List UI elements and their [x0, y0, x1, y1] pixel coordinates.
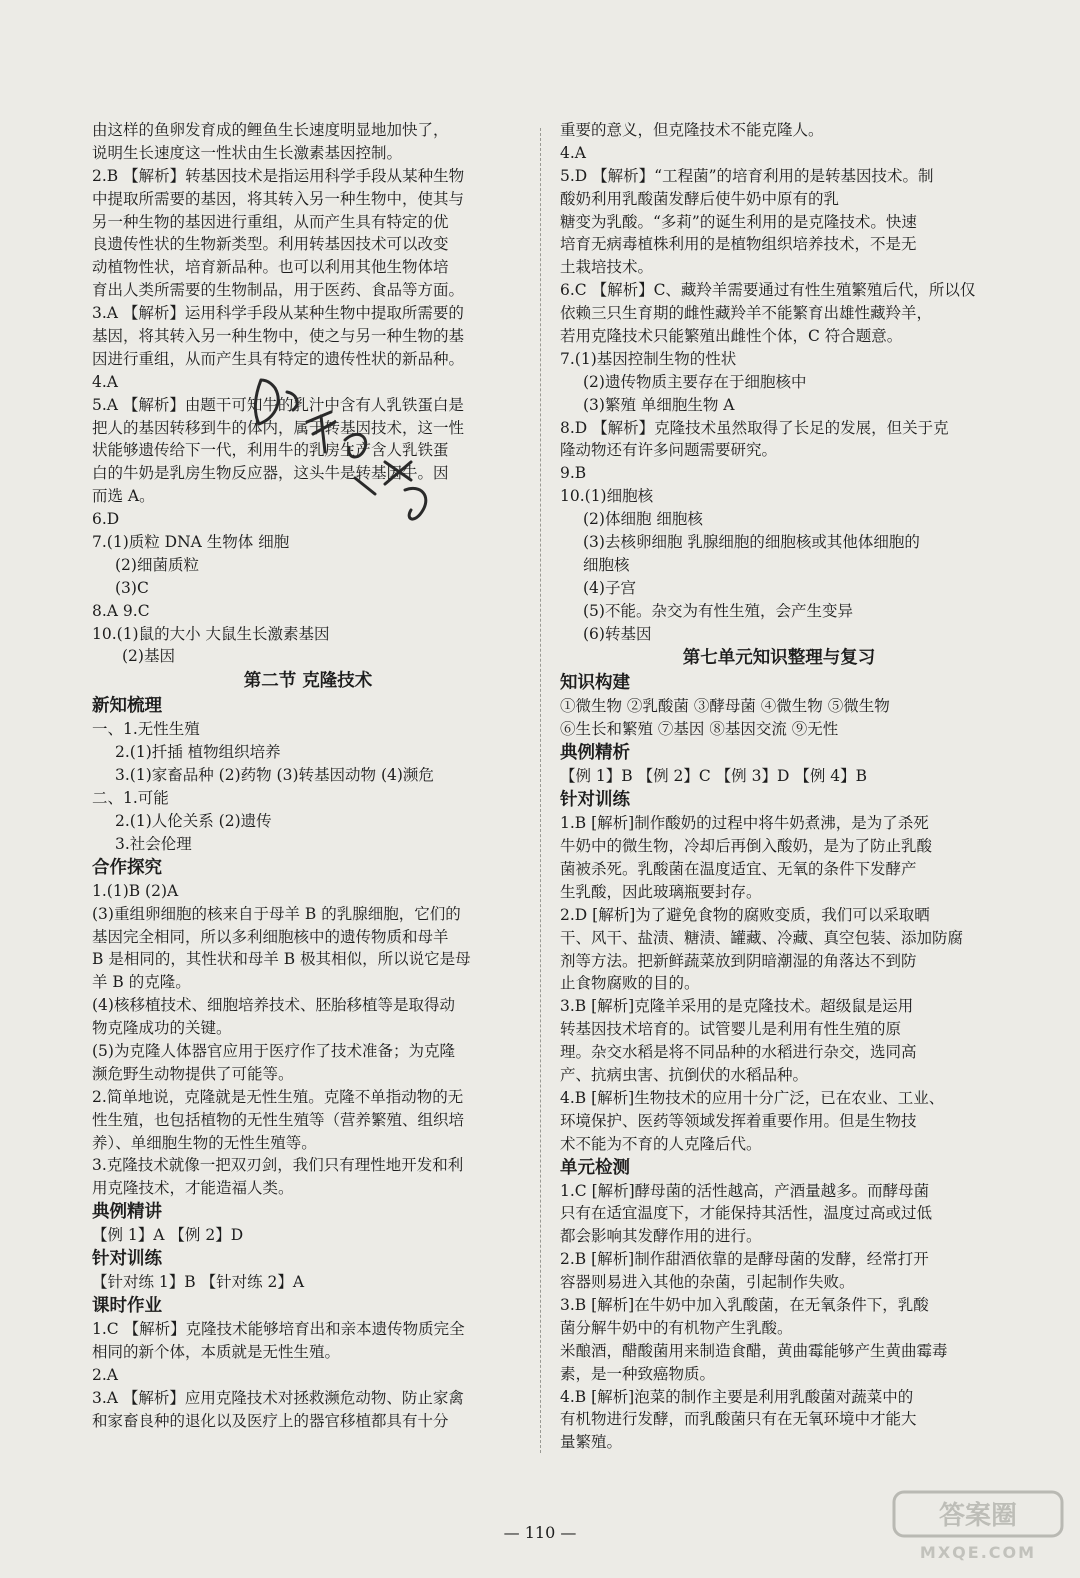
section-heading: 单元检测	[560, 1157, 630, 1178]
text-line: 8.A 9.C	[92, 601, 150, 620]
section-heading: 针对训练	[560, 790, 630, 811]
text-line: 培育无病毒植株利用的是植物组织培养技术，不是无	[560, 235, 917, 254]
text-line: 把人的基因转移到牛的体内，属于转基因技术，这一性	[92, 418, 465, 437]
text-line: (2)基因	[122, 647, 175, 666]
text-line: 物克隆成功的关键。	[92, 1019, 232, 1038]
text-line: 中提取所需要的基因，将其转入另一种生物中，使其与	[92, 189, 465, 208]
text-line: 术不能为不育的人克隆后代。	[560, 1134, 762, 1153]
text-line: 量繁殖。	[560, 1433, 623, 1452]
text-line: 5.D 【解析】“工程菌”的培育利用的是转基因技术。制	[560, 166, 934, 185]
text-line: 状能够遗传给下一代，利用牛的乳房生产含人乳铁蛋	[92, 441, 449, 460]
text-line: 糖变为乳酸。“多莉”的诞生利用的是克隆技术。快速	[560, 212, 917, 231]
text-line: ⑥生长和繁殖 ⑦基因 ⑧基因交流 ⑨无性	[560, 720, 839, 739]
text-line: (5)不能。杂交为有性生殖，会产生变异	[583, 601, 853, 620]
text-line: 二、1.可能	[92, 789, 169, 808]
text-line: 2.(1)扦插 植物组织培养	[115, 743, 281, 762]
text-line: 一、1.无性生殖	[92, 720, 200, 739]
watermark	[890, 1486, 1066, 1568]
text-line: 6.C 【解析】C、藏羚羊需要通过有性生殖繁殖后代，所以仅	[560, 281, 976, 300]
text-line: 土栽培技术。	[560, 258, 654, 277]
text-line: (3)C	[115, 578, 149, 597]
text-line: 1.C [解析]酵母菌的活性越高，产酒量越多。而酵母菌	[560, 1181, 930, 1200]
text-line: (3)去核卵细胞 乳腺细胞的细胞核或其他体细胞的	[583, 533, 920, 552]
column-divider	[540, 128, 541, 1453]
section-heading: 典例精讲	[92, 1202, 162, 1223]
text-line: 菌分解牛奶中的有机物产生乳酸。	[560, 1318, 793, 1337]
text-line: 8.D 【解析】克隆技术虽然取得了长足的发展，但关于克	[560, 418, 949, 437]
section-heading: 典例精析	[560, 743, 630, 764]
text-line: 若用克隆技术只能繁殖出雌性个体，C 符合题意。	[560, 327, 903, 346]
text-line: 3.克隆技术就像一把双刃剑，我们只有理性地开发和利	[92, 1156, 464, 1175]
watermark-logo-icon	[890, 1486, 1066, 1568]
text-line: 5.A 【解析】由题干可知牛的乳汁中含有人乳铁蛋白是	[92, 395, 464, 414]
text-line: 隆动物还有许多问题需要研究。	[560, 441, 778, 460]
text-line: 4.B [解析]生物技术的应用十分广泛，已在农业、工业、	[560, 1088, 945, 1107]
text-line: 剂等方法。把新鲜蔬菜放到阴暗潮湿的角落达不到防	[560, 951, 917, 970]
text-line: 和家畜良种的退化以及医疗上的器官移植都具有十分	[92, 1411, 449, 1430]
text-line: 3.社会伦理	[115, 834, 192, 853]
text-line: 3.(1)家畜品种 (2)药物 (3)转基因动物 (4)濒危	[115, 766, 434, 785]
text-line: 产、抗病虫害、抗倒伏的水稻品种。	[560, 1065, 809, 1084]
text-line: 4.A	[560, 143, 586, 162]
svg-text:MXQE.COM: MXQE.COM	[919, 1543, 1037, 1562]
text-line: 环境保护、医药等领域发挥着重要作用。但是生物技	[560, 1111, 917, 1130]
text-line: 重要的意义，但克隆技术不能克隆人。	[560, 121, 824, 139]
text-line: 1.C 【解析】克隆技术能够培育出和亲本遗传物质完全	[92, 1319, 465, 1338]
text-line: 性生殖，也包括植物的无性生殖等（营养繁殖、组织培	[92, 1110, 465, 1129]
text-line: B 是相同的，其性状和母羊 B 极其相似，所以说它是母	[92, 950, 471, 969]
text-line: 由这样的鱼卵发育成的鲤鱼生长速度明显地加快了，	[92, 121, 449, 139]
text-line: 6.D	[92, 510, 120, 529]
text-line: 转基因技术培育的。试管婴儿是利用有性生殖的原	[560, 1020, 902, 1039]
chapter-title: 第七单元知识整理与复习	[682, 648, 876, 669]
text-line: 10.(1)细胞核	[560, 487, 654, 506]
text-line: 2.D [解析]为了避免食物的腐败变质，我们可以采取晒	[560, 905, 930, 924]
text-line: 止食物腐败的目的。	[560, 974, 700, 993]
text-line: 9.B	[560, 464, 587, 483]
text-line: 容器则易进入其他的杂菌，引起制作失败。	[560, 1273, 855, 1292]
text-line: 育出人类所需要的生物制品，用于医药、食品等方面。	[92, 281, 465, 300]
text-line: 因进行重组，从而产生具有特定的遗传性状的新品种。	[92, 349, 465, 368]
text-line: 菌被杀死。乳酸菌在温度适宜、无氧的条件下发酵产	[560, 859, 917, 878]
text-line: (3)重组卵细胞的核来自于母羊 B 的乳腺细胞，它们的	[92, 904, 461, 923]
section-heading: 合作探究	[92, 857, 162, 878]
text-line: 只有在适宜温度下，才能保持其活性，温度过高或过低	[560, 1204, 933, 1223]
text-line: 4.B [解析]泡菜的制作主要是利用乳酸菌对蔬菜中的	[560, 1387, 914, 1406]
text-line: ①微生物 ②乳酸菌 ③酵母菌 ④微生物 ⑤微生物	[560, 697, 890, 716]
text-line: 2.B [解析]制作甜酒依靠的是酵母菌的发酵，经常打开	[560, 1250, 929, 1269]
text-line: 都会影响其发酵作用的进行。	[560, 1227, 762, 1246]
text-line: 白的牛奶是乳房生物反应器，这头牛是转基因牛。因	[92, 464, 449, 483]
text-line: 有机物进行发酵，而乳酸菌只有在无氧环境中才能大	[560, 1410, 917, 1429]
text-line: 2.简单地说，克隆就是无性生殖。克隆不单指动物的无	[92, 1087, 464, 1106]
text-line: 动植物性状，培育新品种。也可以利用其他生物体培	[92, 258, 449, 277]
text-line: 2.(1)人伦关系 (2)遗传	[115, 811, 272, 830]
text-line: 而选 A。	[92, 487, 155, 506]
text-line: 1.(1)B (2)A	[92, 881, 179, 900]
text-line: 米酿酒，醋酸菌用来制造食醋，黄曲霉能够产生黄曲霉毒	[560, 1341, 948, 1360]
text-line: 理。杂交水稻是将不同品种的水稻进行杂交，选同高	[560, 1043, 917, 1062]
text-line: (3)繁殖 单细胞生物 A	[583, 395, 735, 414]
text-line: (4)核移植技术、细胞培养技术、胚胎移植等是取得动	[92, 996, 455, 1015]
section-heading: 知识构建	[560, 673, 630, 694]
text-line: (5)为克隆人体器官应用于医疗作了技术准备；为克隆	[92, 1041, 455, 1060]
text-line: (2)遗传物质主要存在于细胞核中	[583, 372, 807, 391]
section-heading: 针对训练	[92, 1249, 162, 1270]
text-line: 1.B [解析]制作酸奶的过程中将牛奶煮沸，是为了杀死	[560, 814, 929, 833]
text-line: 2.A	[92, 1365, 118, 1384]
right-column	[560, 119, 998, 1454]
text-line: 依赖三只生育期的雌性藏羚羊不能繁育出雄性藏羚羊，	[560, 304, 933, 323]
text-line: 生乳酸，因此玻璃瓶要封存。	[560, 882, 762, 901]
text-line: 养）、单细胞生物的无性生殖等。	[92, 1133, 317, 1152]
text-line: (4)子宫	[583, 578, 636, 597]
text-line: 【针对练 1】B 【针对练 2】A	[92, 1273, 305, 1292]
text-line: 干、风干、盐渍、糖渍、罐藏、冷藏、真空包装、添加防腐	[560, 928, 964, 947]
text-line: 酸奶利用乳酸菌发酵后使牛奶中原有的乳	[560, 189, 840, 208]
text-line: 10.(1)鼠的大小 大鼠生长激素基因	[92, 624, 330, 643]
text-line: 羊 B 的克隆。	[92, 973, 191, 992]
text-line: 说明生长速度这一性状由生长激素基因控制。	[92, 143, 403, 162]
text-line: 7.(1)质粒 DNA 生物体 细胞	[92, 533, 290, 552]
text-line: 【例 1】A 【例 2】D	[92, 1226, 244, 1245]
text-line: 3.B [解析]在牛奶中加入乳酸菌，在无氧条件下，乳酸	[560, 1295, 929, 1314]
text-line: 牛奶中的微生物，冷却后再倒入酸奶，是为了防止乳酸	[560, 837, 933, 856]
section-heading: 新知梳理	[92, 696, 162, 717]
left-column	[92, 119, 524, 1432]
text-line: 【例 1】B 【例 2】C 【例 3】D 【例 4】B	[560, 767, 868, 786]
text-line: 3.A 【解析】运用科学手段从某种生物中提取所需要的	[92, 304, 464, 323]
handwritten-marks	[235, 360, 465, 540]
text-line: (6)转基因	[583, 624, 652, 643]
text-line: 3.B [解析]克隆羊采用的是克隆技术。超级鼠是运用	[560, 997, 914, 1016]
text-line: 濒危野生动物提供了可能等。	[92, 1064, 294, 1083]
text-line: 3.A 【解析】应用克隆技术对拯救濒危动物、防止家禽	[92, 1388, 464, 1407]
chapter-title: 第二节 克隆技术	[243, 671, 373, 692]
text-line: 用克隆技术，才能造福人类。	[92, 1179, 294, 1198]
text-line: 素，是一种致癌物质。	[560, 1364, 716, 1383]
page-number: — 110 —	[503, 1523, 577, 1542]
text-line: 良遗传性状的生物新类型。利用转基因技术可以改变	[92, 235, 449, 254]
text-line: 7.(1)基因控制生物的性状	[560, 349, 737, 368]
text-line: (2)细菌质粒	[115, 555, 199, 574]
text-line: 细胞核	[583, 555, 630, 574]
section-heading: 课时作业	[92, 1295, 162, 1316]
text-line: 2.B 【解析】转基因技术是指运用科学手段从某种生物	[92, 166, 465, 185]
text-line: 4.A	[92, 372, 118, 391]
svg-text:答案圈: 答案圈	[938, 1501, 1018, 1531]
text-line: 基因完全相同，所以多利细胞核中的遗传物质和母羊	[92, 927, 449, 946]
text-line: 基因，将其转入另一种生物中，使之与另一种生物的基	[92, 327, 465, 346]
text-line: (2)体细胞 细胞核	[583, 510, 703, 529]
text-line: 相同的新个体，本质就是无性生殖。	[92, 1342, 341, 1361]
text-line: 另一种生物的基因进行重组，从而产生具有特定的优	[92, 212, 449, 231]
